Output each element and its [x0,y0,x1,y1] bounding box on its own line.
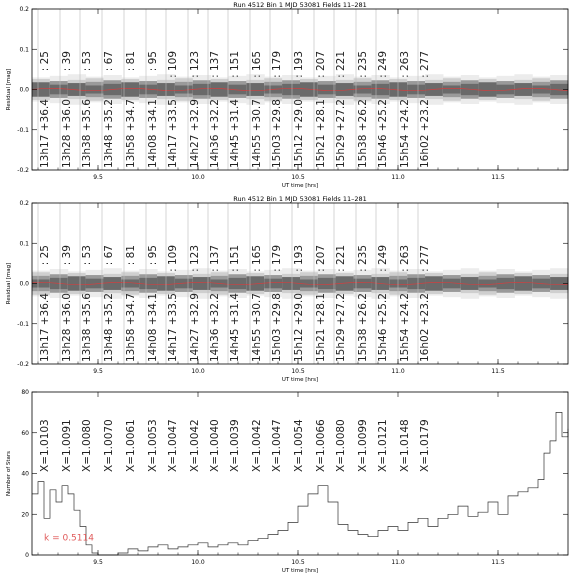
time-label: 13h48 +35.2 [103,99,115,168]
field-label: : 109 [167,51,179,78]
x-tick-label: 9.5 [93,174,103,181]
time-label: 15h29 +27.2 [335,99,347,168]
density-band [479,279,497,287]
density-band [318,278,336,289]
y-tick-label: 0.1 [19,240,29,248]
airmass-label: X=1.0039 [229,419,241,472]
y-tick-label: 40 [21,470,29,478]
time-label: 13h38 +35.6 [81,99,93,168]
field-label: : 165 [251,245,263,272]
field-label: : 39 [61,245,73,266]
field-label: : 277 [419,51,431,78]
field-label: : 179 [271,51,283,78]
time-label: 14h08 +34.1 [147,293,159,362]
field-label: : 235 [357,51,369,78]
airmass-label: X=1.0080 [81,419,93,472]
time-label: 15h38 +26.2 [357,293,369,362]
time-label: 15h21 +28.1 [315,99,327,168]
field-label: : 39 [61,51,73,72]
airmass-label: X=1.0054 [293,419,305,472]
time-label: 13h28 +36.0 [61,99,73,168]
x-tick-label: 10.0 [191,368,205,375]
field-label: : 95 [147,51,159,72]
x-tick-label: 11.5 [491,368,505,375]
time-label: 13h48 +35.2 [103,293,115,362]
field-label: : 263 [399,51,411,78]
x-tick-label: 11.0 [391,559,405,566]
x-tick-label: 10.5 [291,559,305,566]
chart-title: Run 4512 Bin 1 MJD 53081 Fields 11–281 [233,195,367,203]
field-label: : 207 [315,51,327,78]
time-label: 14h17 +33.5 [167,293,179,362]
time-label: 13h58 +34.7 [125,99,137,168]
time-label: 15h03 +29.8 [271,99,283,168]
time-label: 14h45 +31.4 [229,293,241,362]
density-band [354,279,372,289]
residual-panel-middle [6,195,569,383]
field-label: : 81 [125,51,137,72]
airmass-label: X=1.0091 [61,419,73,472]
airmass-label: X=1.0061 [125,419,137,472]
density-band [68,276,86,290]
time-label: 16h02 +23.2 [419,99,431,168]
density-band [246,83,264,96]
field-label: : 151 [229,245,241,272]
x-tick-label: 10.0 [191,174,205,181]
field-label: : 67 [103,245,115,266]
time-label: 14h36 +32.2 [209,293,221,362]
y-tick-label: 0.0 [19,280,29,288]
density-band [193,277,211,290]
field-label: : 95 [147,245,159,266]
field-label: : 235 [357,245,369,272]
time-label: 16h02 +23.2 [419,293,431,362]
airmass-label: X=1.0047 [271,419,283,472]
x-tick-label: 9.5 [93,368,103,375]
time-label: 14h17 +33.5 [167,99,179,168]
time-label: 13h38 +35.6 [81,293,93,362]
density-band [407,85,425,95]
time-label: 14h36 +32.2 [209,99,221,168]
time-label: 15h29 +27.2 [335,293,347,362]
field-label: : 165 [251,51,263,78]
x-axis-label: UT time [hrs] [281,183,319,189]
time-label: 14h55 +30.7 [251,293,263,362]
x-axis-label: UT time [hrs] [281,377,319,383]
y-axis-label: Residual [mag] [6,68,12,111]
x-tick-label: 10.5 [291,174,305,181]
y-axis-label: Number of Stars [6,450,12,497]
density-band [282,84,300,95]
density-band [514,276,532,290]
field-label: : 123 [189,245,201,272]
density-band [86,85,104,93]
y-tick-label: -0.2 [17,167,29,174]
airmass-label: X=1.0121 [377,419,389,472]
x-axis-label: UT time [hrs] [281,568,319,574]
field-label: : 109 [167,245,179,272]
x-tick-label: 11.0 [391,368,405,375]
field-label: : 67 [103,51,115,72]
density-band [318,85,336,95]
time-label: 13h28 +36.0 [61,293,73,362]
field-label: : 263 [399,245,411,272]
airmass-label: X=1.0042 [189,419,201,472]
density-band [264,279,282,289]
y-tick-label: 60 [21,429,29,437]
field-label: : 151 [229,51,241,78]
density-band [211,82,229,96]
airmass-label: X=1.0148 [399,419,411,472]
field-label: : 137 [209,51,221,78]
field-label: : 221 [335,245,347,272]
x-tick-label: 11.5 [491,174,505,181]
time-label: 14h45 +31.4 [229,99,241,168]
field-label: : 81 [125,245,137,266]
field-label: : 207 [315,245,327,272]
y-tick-label: -0.2 [17,361,29,368]
time-label: 15h46 +25.2 [377,99,389,168]
field-label: : 25 [39,51,51,72]
time-label: 14h27 +32.9 [189,99,201,168]
airmass-label: X=1.0103 [39,419,51,472]
x-tick-label: 11.0 [391,174,405,181]
time-label: 15h46 +25.2 [377,293,389,362]
time-label: 15h12 +29.0 [293,99,305,168]
density-band [532,85,550,93]
field-label: : 277 [419,245,431,272]
chart-title: Run 4512 Bin 1 MJD 53081 Fields 11–281 [233,1,367,9]
star-count-panel [6,389,568,574]
y-tick-label: 20 [21,511,29,519]
airmass-label: X=1.0053 [147,419,159,472]
time-label: 15h54 +24.2 [399,293,411,362]
airmass-label: X=1.0066 [315,419,327,472]
density-band [50,85,68,95]
density-band [425,276,443,290]
airmass-label: X=1.0080 [335,419,347,472]
density-band [443,85,461,93]
field-label: : 179 [271,245,283,272]
time-label: 15h38 +26.2 [357,99,369,168]
time-label: 15h21 +28.1 [315,293,327,362]
field-label: : 193 [293,51,305,78]
field-label: : 53 [81,245,93,266]
y-axis-label: Residual [mag] [6,262,12,305]
residual-panel-top [6,1,569,189]
airmass-label: X=1.0179 [419,419,431,472]
time-label: 14h27 +32.9 [189,293,201,362]
x-tick-label: 10.0 [191,559,205,566]
field-label: : 193 [293,245,305,272]
time-label: 14h55 +30.7 [251,99,263,168]
airmass-label: X=1.0047 [167,419,179,472]
density-band [229,278,247,289]
y-tick-label: 0.0 [19,86,29,94]
field-label: : 249 [377,245,389,272]
field-label: : 249 [377,51,389,78]
airmass-label: X=1.0040 [209,419,221,472]
field-label: : 221 [335,51,347,78]
time-label: 13h17 +36.4 [39,293,51,362]
time-label: 15h03 +29.8 [271,293,283,362]
field-label: : 53 [81,51,93,72]
y-tick-label: 0.1 [19,46,29,54]
density-band [371,84,389,95]
x-tick-label: 10.5 [291,368,305,375]
time-label: 13h17 +36.4 [39,99,51,168]
y-tick-label: 0.2 [19,200,29,207]
y-tick-label: -0.1 [17,320,29,328]
x-tick-label: 9.5 [93,559,103,566]
k-annotation: k = 0.5114 [44,533,94,544]
y-tick-label: 0 [25,552,29,559]
plot-frame [32,392,568,555]
time-label: 15h12 +29.0 [293,293,305,362]
time-label: 13h58 +34.7 [125,293,137,362]
density-band [103,277,121,290]
field-label: : 137 [209,245,221,272]
field-label: : 123 [189,51,201,78]
airmass-label: X=1.0070 [103,419,115,472]
airmass-label: X=1.0099 [357,419,369,472]
y-tick-label: 80 [21,389,29,396]
y-tick-label: 0.2 [19,6,29,13]
density-band [389,279,407,287]
y-tick-label: -0.1 [17,126,29,134]
x-tick-label: 11.5 [491,559,505,566]
time-label: 15h54 +24.2 [399,99,411,168]
density-band [479,82,497,96]
time-label: 14h08 +34.1 [147,99,159,168]
field-label: : 25 [39,245,51,266]
airmass-label: X=1.0042 [251,419,263,472]
